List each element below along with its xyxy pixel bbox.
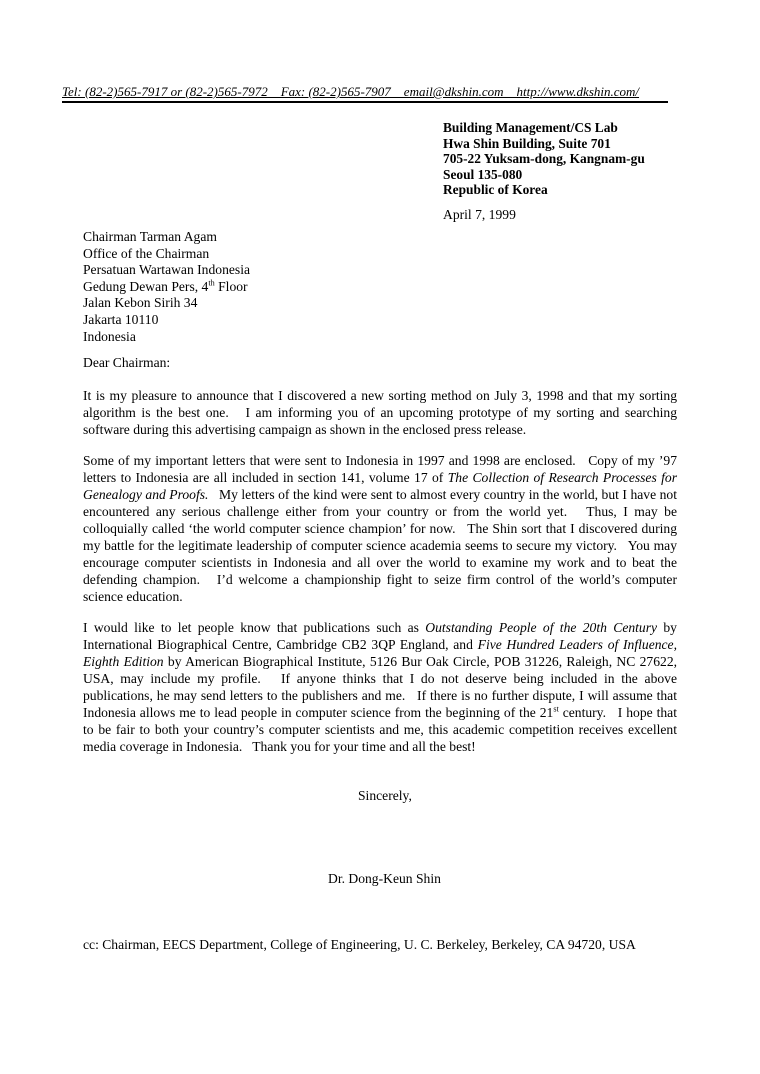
letter-date: April 7, 1999	[443, 207, 516, 222]
address-line: 705-22 Yuksam-dong, Kangnam-gu	[443, 151, 645, 167]
closing-valediction: Sincerely,	[358, 788, 412, 803]
address-line: Jakarta 10110	[83, 311, 159, 327]
letterhead-contact-bar	[62, 84, 668, 103]
body-paragraph-2: Some of my important letters that were sent to Indonesia in 1997 and 1998 are enclosed. Copy of my ’97 letters to Indonesia are all included in section 141, volume 17 of The Collection of Research Processes for Genealogy and Proofs. My letters of the kind were sent to almost every country in the world, but I have not encountered any serious challenge either from your country or from the world yet. Thus, I may be colloquially called ‘the world computer science champion’ for now. The Shin sort that I discovered during my battle for the legitimate leadership of computer science academia seems to secure my victory. You may encourage computer scientists in Indonesia and all over the world to examine my work and to beat the defending champion. I’d welcome a championship fight to seize firm control of the world’s computer science education.	[83, 453, 677, 604]
address-line: Indonesia	[83, 328, 136, 344]
address-line: Jalan Kebon Sirih 34	[83, 295, 198, 311]
address-line: Persatuan Wartawan Indonesia	[83, 262, 251, 278]
address-line: Building Management/CS Lab	[443, 120, 618, 135]
address-line: Office of the Chairman	[83, 245, 210, 261]
signature-name: Dr. Dong-Keun Shin	[328, 871, 441, 886]
salutation: Dear Chairman:	[83, 355, 171, 370]
sender-address-block	[443, 120, 645, 198]
address-line: Republic of Korea	[443, 182, 548, 198]
cc-line: cc: Chairman, EECS Department, College of Engineering, U. C. Berkeley, Berkeley, CA 94720, USA	[83, 937, 636, 952]
body-paragraph-1: It is my pleasure to announce that I discovered a new sorting method on July 3, 1998 and that my sorting algorithm is the best one. I am informing you of an upcoming prototype of my sorting and searching software during this advertising campaign as shown in the enclosed press release.	[83, 388, 677, 437]
address-line: Hwa Shin Building, Suite 701	[443, 135, 611, 151]
letterhead-contact-text: Tel: (82-2)565-7917 or (82-2)565-7972 Fax: (82-2)565-7907 email@dkshin.com http://www.dkshin.com/	[62, 84, 640, 99]
address-line: Chairman Tarman Agam	[83, 229, 217, 244]
recipient-address-block	[83, 229, 250, 345]
body-paragraph-3: I would like to let people know that publications such as Outstanding People of the 20th Century by International Biographical Centre, Cambridge CB2 3QP England, and Five Hundred Leaders of Influence, Eighth Edition by American Biographical Institute, 5126 Bur Oak Circle, POB 31226, Raleigh, NC 27622, USA, may include my profile. If anyone thinks that I do not deserve being included in the above publications, he may send letters to the publishers and me. If there is no further dispute, I will assume that Indonesia allows me to lead people in computer science from the beginning of the 21st century. I hope that to be fair to both your country’s computer scientists and me, this academic competition receives excellent media coverage in Indonesia. Thank you for your time and all the best!	[83, 620, 678, 754]
address-line: Gedung Dewan Pers, 4th Floor	[83, 278, 248, 294]
address-line: Seoul 135-080	[443, 166, 523, 182]
